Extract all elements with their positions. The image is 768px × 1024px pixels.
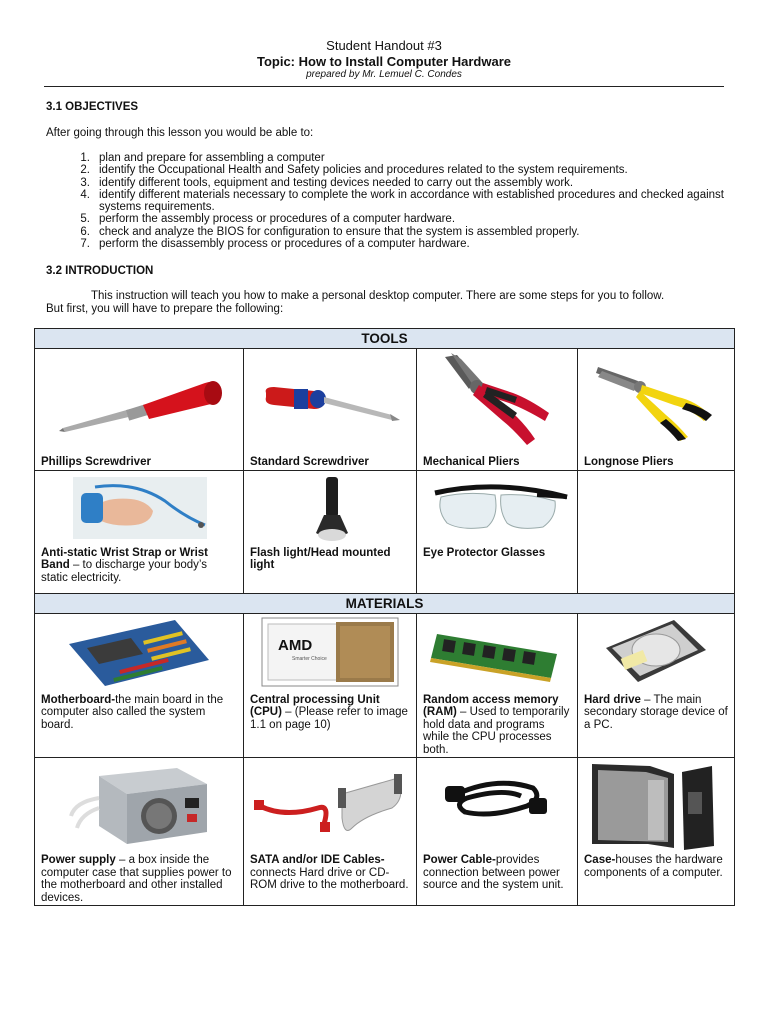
motherboard-image (35, 614, 243, 692)
amd-tagline: Smarter Choice (292, 655, 327, 662)
cpu-cell (244, 613, 417, 758)
flash-cell (244, 470, 417, 593)
caption-text: the main board in the computer also called the system board. (41, 693, 224, 731)
item-number: 5. (80, 213, 90, 226)
objectives-lead: After going through this lesson you would be able to: (46, 127, 314, 139)
caption-bold: Eye Protector Glasses (423, 546, 546, 559)
header-rule (44, 86, 724, 87)
glasses-cell (417, 470, 578, 593)
eye-protector-image (417, 471, 577, 545)
mechanical-pliers-image (417, 349, 577, 454)
handout-number: Student Handout #3 (326, 38, 442, 53)
caption-bold: Longnose Pliers (584, 456, 674, 468)
flash-caption (244, 545, 416, 573)
psu-cell (35, 758, 244, 906)
standard-screwdriver-image (244, 349, 416, 454)
caption-bold: Phillips Screwdriver (41, 456, 151, 468)
caption-bold: SATA and/or IDE Cables- (250, 854, 385, 866)
item-number: 3. (80, 176, 90, 189)
item-text: identify the Occupational Health and Safety policies and procedures related to the system requirements. (99, 164, 628, 177)
cpu-image (244, 614, 416, 692)
item-number: 7. (80, 238, 90, 251)
list-item (46, 164, 724, 176)
caption-text: – a box inside the computer case that supplies power to the motherboard and other installed devices. (41, 854, 232, 904)
glasses-caption (417, 545, 577, 561)
longnose-caption (578, 454, 734, 470)
mechpliers-cell (417, 349, 578, 471)
ram-caption (417, 692, 577, 758)
mechpliers-caption (417, 454, 577, 470)
power-cable-image (417, 758, 577, 852)
sata-ide-cables-image (244, 758, 416, 852)
table-row (35, 613, 735, 758)
caption-text: – The main secondary storage device of a PC. (584, 693, 728, 731)
item-text: identify different tools, equipment and testing devices needed to carry out the assembly work. (99, 176, 574, 189)
list-item (46, 152, 724, 164)
caption-text: – (Please refer to image 1.1 on page 10) (250, 706, 408, 731)
powercable-cell (417, 758, 578, 906)
list-item (46, 177, 724, 189)
wrist-strap-image (35, 471, 243, 545)
page-title: Topic: How to Install Computer Hardware (256, 54, 511, 69)
hdd-caption (578, 692, 734, 733)
item-text: identify different materials necessary to complete the work in accordance with established procedures and checked against systems requirements. (99, 188, 724, 214)
empty-cell (578, 470, 735, 593)
sata-cell (244, 758, 417, 906)
table-row (35, 349, 735, 471)
ram-image (417, 614, 577, 692)
materials-heading: MATERIALS (35, 593, 735, 613)
caption-bold: Standard Screwdriver (250, 456, 369, 468)
phillips-caption (35, 454, 243, 470)
ram-cell (417, 613, 578, 758)
caption-text: – Used to temporarily hold data and programs while the CPU processes both. (423, 706, 570, 756)
phillips-screwdriver-image (35, 349, 243, 454)
caption-bold: Mechanical Pliers (423, 456, 520, 468)
item-text: perform the assembly process or procedures of a computer hardware. (99, 213, 456, 226)
standard-cell (244, 349, 417, 471)
wrist-caption (35, 545, 243, 586)
flashlight-image (244, 471, 416, 545)
objectives-heading: 3.1 OBJECTIVES (46, 101, 139, 113)
tools-heading: TOOLS (35, 329, 735, 349)
introduction-heading: 3.2 INTRODUCTION (46, 265, 154, 277)
byline: prepared by Mr. Lemuel C. Condes (306, 69, 462, 80)
caption-bold: Central processing Unit (CPU) (250, 693, 380, 718)
materials-band (35, 593, 735, 613)
caption-text: – to discharge your body’s static electricity. (41, 559, 207, 584)
item-number: 6. (80, 225, 90, 238)
caption-text: provides connection between power source and the system unit. (423, 854, 564, 891)
longnose-cell (578, 349, 735, 471)
hardware-table (34, 328, 735, 906)
cpu-caption (244, 692, 416, 733)
item-text: perform the disassembly process or procedures of a computer hardware. (99, 238, 470, 251)
caption-text: houses the hardware components of a computer. (584, 854, 723, 879)
list-item (46, 226, 724, 238)
caption-bold: Case- (584, 854, 616, 866)
phillips-cell (35, 349, 244, 471)
hard-drive-image (578, 614, 734, 692)
list-item (46, 213, 724, 225)
table-row (35, 470, 735, 593)
caption-bold: Power Cable- (423, 854, 496, 866)
computer-case-image (578, 758, 734, 852)
caption-bold: Anti-static Wrist Strap or Wrist Band (41, 546, 208, 571)
sata-caption (244, 852, 416, 893)
caption-bold: Motherboard- (41, 693, 116, 706)
motherboard-caption (35, 692, 243, 733)
hdd-cell (578, 613, 735, 758)
introduction-text-2: But first, you will have to prepare the following: (46, 303, 284, 315)
wrist-cell (35, 470, 244, 593)
item-number: 2. (80, 164, 90, 177)
power-supply-image (35, 758, 243, 852)
caption-bold: Hard drive (584, 693, 641, 706)
caption-bold: Power supply (41, 854, 116, 866)
caption-text: connects Hard drive or CD-ROM drive to the motherboard. (250, 866, 409, 891)
amd-logo-text: AMD (278, 636, 313, 654)
caption-bold: Flash light/Head mounted light (250, 546, 391, 571)
item-text: plan and prepare for assembling a computer (99, 152, 325, 164)
list-item (46, 238, 724, 250)
case-caption (578, 852, 734, 880)
introduction-text: This instruction will teach you how to make a personal desktop computer. There are some steps for you to follow. (91, 290, 665, 302)
longnose-pliers-image (578, 349, 734, 454)
caption-bold: Random access memory (RAM) (423, 693, 559, 718)
item-text: check and analyze the BIOS for configuration to ensure that the system is assembled properly. (99, 225, 580, 238)
psu-caption (35, 852, 243, 905)
powercable-caption (417, 852, 577, 893)
motherboard-cell (35, 613, 244, 758)
table-row (35, 758, 735, 906)
case-cell (578, 758, 735, 906)
item-number: 1. (80, 152, 90, 164)
list-item (46, 189, 724, 214)
tools-band (35, 329, 735, 349)
standard-caption (244, 454, 416, 470)
item-number: 4. (80, 188, 90, 201)
objectives-list (46, 152, 724, 250)
